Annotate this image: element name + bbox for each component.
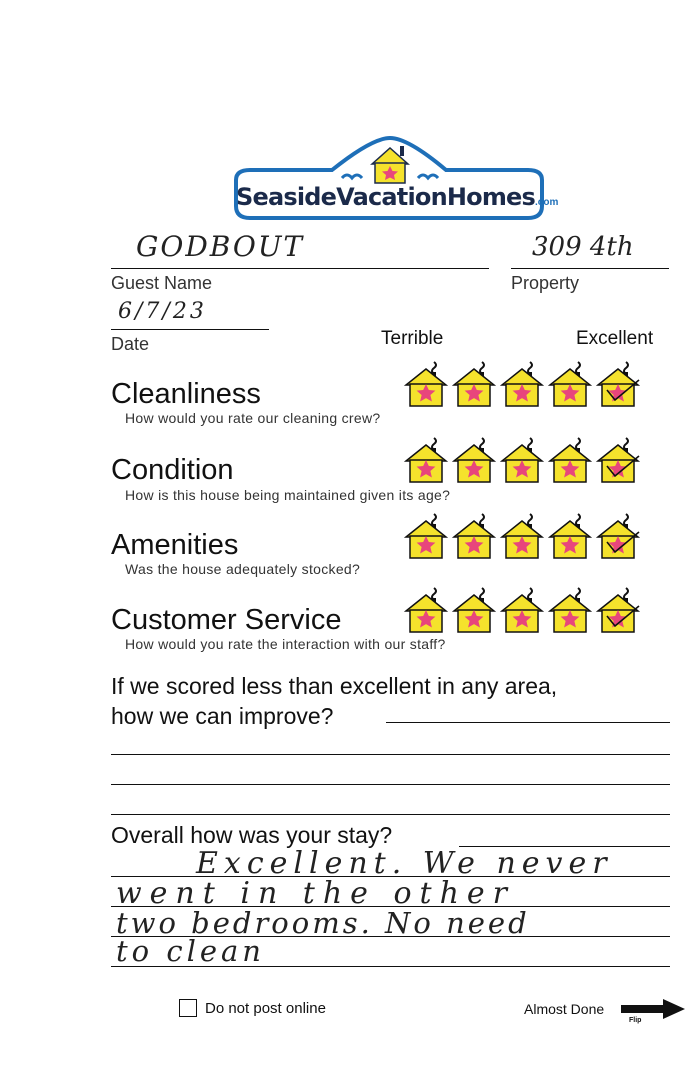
rating-house-icon[interactable] xyxy=(499,586,545,634)
rating-house-icon[interactable] xyxy=(595,586,641,634)
scale-high-label: Excellent xyxy=(576,328,654,349)
logo-suffix: .com xyxy=(535,197,559,208)
rating-houses[interactable] xyxy=(403,512,663,560)
category-subtitle: How is this house being maintained given its age? xyxy=(125,487,451,503)
rating-house-icon[interactable] xyxy=(547,436,593,484)
do-not-post-label: Do not post online xyxy=(205,1000,326,1017)
date-line xyxy=(111,329,269,330)
almost-done-label: Almost Done xyxy=(524,1001,605,1017)
category-subtitle: How would you rate the interaction with our staff? xyxy=(125,636,446,652)
category-subtitle: How would you rate our cleaning crew? xyxy=(125,410,381,426)
rating-house-icon[interactable] xyxy=(547,586,593,634)
improve-answer-line[interactable] xyxy=(111,784,670,785)
rating-house-icon[interactable] xyxy=(451,436,497,484)
rating-house-icon[interactable] xyxy=(499,436,545,484)
flip-arrow-icon[interactable] xyxy=(621,999,685,1019)
guest-name-line xyxy=(111,268,489,269)
category-title: Customer Service xyxy=(111,604,342,636)
overall-question: Overall how was your stay? xyxy=(111,822,393,848)
rating-house-icon[interactable] xyxy=(499,360,545,408)
rating-house-icon[interactable] xyxy=(595,360,641,408)
rating-houses[interactable] xyxy=(403,436,663,484)
scale-low-label: Terrible xyxy=(381,328,444,349)
property-value: 309 4th xyxy=(532,232,634,262)
rating-house-icon[interactable] xyxy=(547,512,593,560)
rating-house-icon[interactable] xyxy=(547,360,593,408)
overall-answer-line-1: Excellent. We never xyxy=(196,846,613,881)
rating-houses[interactable] xyxy=(403,360,663,408)
rating-houses[interactable] xyxy=(403,586,663,634)
do-not-post-checkbox[interactable] xyxy=(179,999,197,1017)
improve-answer-line[interactable] xyxy=(111,754,670,755)
category-title: Cleanliness xyxy=(111,378,261,410)
overall-answer-line-4: to clean xyxy=(116,934,265,968)
rating-house-icon[interactable] xyxy=(403,512,449,560)
rating-house-icon[interactable] xyxy=(451,360,497,408)
improve-answer-line[interactable] xyxy=(386,722,670,723)
rating-house-icon[interactable] xyxy=(403,360,449,408)
category-title: Amenities xyxy=(111,529,239,561)
rating-house-icon[interactable] xyxy=(403,436,449,484)
overall-answer-line-3: two bedrooms. No need xyxy=(116,906,530,940)
rating-house-icon[interactable] xyxy=(595,512,641,560)
date-label: Date xyxy=(111,334,150,354)
logo-text: SeasideVacationHomes xyxy=(236,183,536,211)
rating-house-icon[interactable] xyxy=(595,436,641,484)
rating-house-icon[interactable] xyxy=(499,512,545,560)
guest-name-label: Guest Name xyxy=(111,273,213,293)
category-subtitle: Was the house adequately stocked? xyxy=(125,561,361,577)
improve-question-line2: how we can improve? xyxy=(111,703,334,729)
guest-name-value: GODBOUT xyxy=(136,230,305,263)
rating-house-icon[interactable] xyxy=(451,512,497,560)
overall-answer-line-2: went in the other xyxy=(116,876,515,911)
rating-house-icon[interactable] xyxy=(403,586,449,634)
flip-caption: Flip xyxy=(629,1017,642,1024)
category-title: Condition xyxy=(111,454,234,486)
property-line xyxy=(511,268,669,269)
logo xyxy=(222,128,559,224)
property-label: Property xyxy=(511,273,580,293)
improve-question-line1: If we scored less than excellent in any area, xyxy=(111,673,558,699)
rating-house-icon[interactable] xyxy=(451,586,497,634)
improve-answer-line[interactable] xyxy=(111,814,670,815)
date-value: 6/7/23 xyxy=(118,299,207,324)
